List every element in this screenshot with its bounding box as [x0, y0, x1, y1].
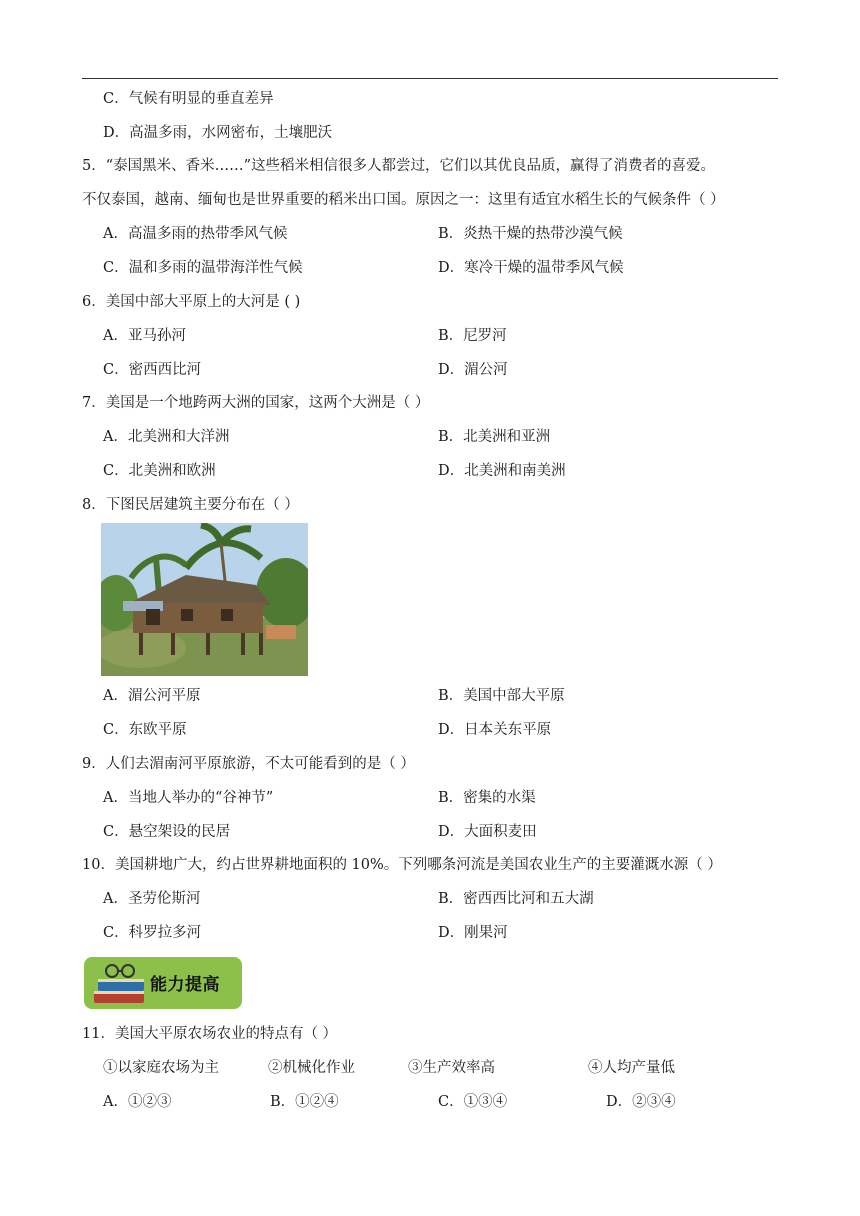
q9-stem: 9．人们去湄南河平原旅游，不太可能看到的是（ ）: [82, 756, 415, 772]
q6-stem: 6．美国中部大平原上的大河是 ( ): [82, 294, 301, 310]
q11-item-1: ①以家庭农场为主: [103, 1060, 219, 1076]
q8-option-d[interactable]: D．日本关东平原: [438, 722, 552, 738]
q7-option-b[interactable]: B．北美洲和亚洲: [438, 429, 551, 445]
q11-item-3: ③生产效率高: [408, 1060, 495, 1076]
header-rule: [82, 78, 778, 79]
q8-option-c[interactable]: C．东欧平原: [103, 722, 187, 738]
q7-option-c[interactable]: C．北美洲和欧洲: [103, 463, 216, 479]
q9-option-b[interactable]: B．密集的水渠: [438, 790, 536, 806]
q11-option-a[interactable]: A．①②③: [103, 1094, 172, 1110]
q11-option-d[interactable]: D．②③④: [606, 1094, 676, 1110]
q9-option-a[interactable]: A．当地人举办的“谷神节”: [103, 790, 274, 806]
q11-item-2: ②机械化作业: [268, 1060, 355, 1076]
q11-item-4: ④人均产量低: [588, 1060, 675, 1076]
q5-option-c[interactable]: C．温和多雨的温带海洋性气候: [103, 260, 303, 276]
q6-option-c[interactable]: C．密西西比河: [103, 362, 202, 378]
q8-stem: 8．下图民居建筑主要分布在（ ）: [82, 497, 299, 513]
q6-option-a[interactable]: A．亚马孙河: [103, 328, 186, 344]
section-badge-label: 能力提高: [150, 975, 220, 995]
q10-option-b[interactable]: B．密西西比河和五大湖: [438, 891, 594, 907]
books-icon: [90, 961, 150, 1007]
q10-option-a[interactable]: A．圣劳伦斯河: [103, 891, 201, 907]
q8-option-a[interactable]: A．湄公河平原: [103, 688, 201, 704]
q7-option-a[interactable]: A．北美洲和大洋洲: [103, 429, 230, 445]
q7-option-d[interactable]: D．北美洲和南美洲: [438, 463, 566, 479]
q4-option-c[interactable]: C．气候有明显的垂直差异: [103, 91, 274, 107]
q11-option-c[interactable]: C．①③④: [438, 1094, 508, 1110]
q5-option-b[interactable]: B．炎热干燥的热带沙漠气候: [438, 226, 623, 242]
q5-option-d[interactable]: D．寒冷干燥的温带季风气候: [438, 260, 624, 276]
section-badge: [84, 957, 242, 1009]
q6-option-d[interactable]: D．湄公河: [438, 362, 508, 378]
q10-option-c[interactable]: C．科罗拉多河: [103, 925, 202, 941]
q5-stem-line2: 不仅泰国，越南、缅甸也是世界重要的稻米出口国。原因之一：这里有适宜水稻生长的气候条件（ ）: [82, 192, 725, 208]
stilt-house-photo: [101, 523, 308, 676]
q5-option-a[interactable]: A．高温多雨的热带季风气候: [103, 226, 288, 242]
q10-stem: 10．美国耕地广大，约占世界耕地面积的 10%。下列哪条河流是美国农业生产的主要灌溉水源（ ）: [82, 857, 722, 873]
q11-stem: 11．美国大平原农场农业的特点有（ ）: [82, 1026, 338, 1042]
q5-stem-line1: 5．“泰国黑米、香米……”这些稻米相信很多人都尝过，它们以其优良品质，赢得了消费者的喜爱。: [82, 158, 716, 174]
q8-option-b[interactable]: B．美国中部大平原: [438, 688, 565, 704]
q7-stem: 7．美国是一个地跨两大洲的国家，这两个大洲是（ ）: [82, 395, 430, 411]
q6-option-b[interactable]: B．尼罗河: [438, 328, 507, 344]
q10-option-d[interactable]: D．刚果河: [438, 925, 508, 941]
q9-option-d[interactable]: D．大面积麦田: [438, 824, 537, 840]
q11-option-b[interactable]: B．①②④: [270, 1094, 339, 1110]
q9-option-c[interactable]: C．悬空架设的民居: [103, 824, 231, 840]
q4-option-d[interactable]: D．高温多雨，水网密布，土壤肥沃: [103, 125, 333, 141]
